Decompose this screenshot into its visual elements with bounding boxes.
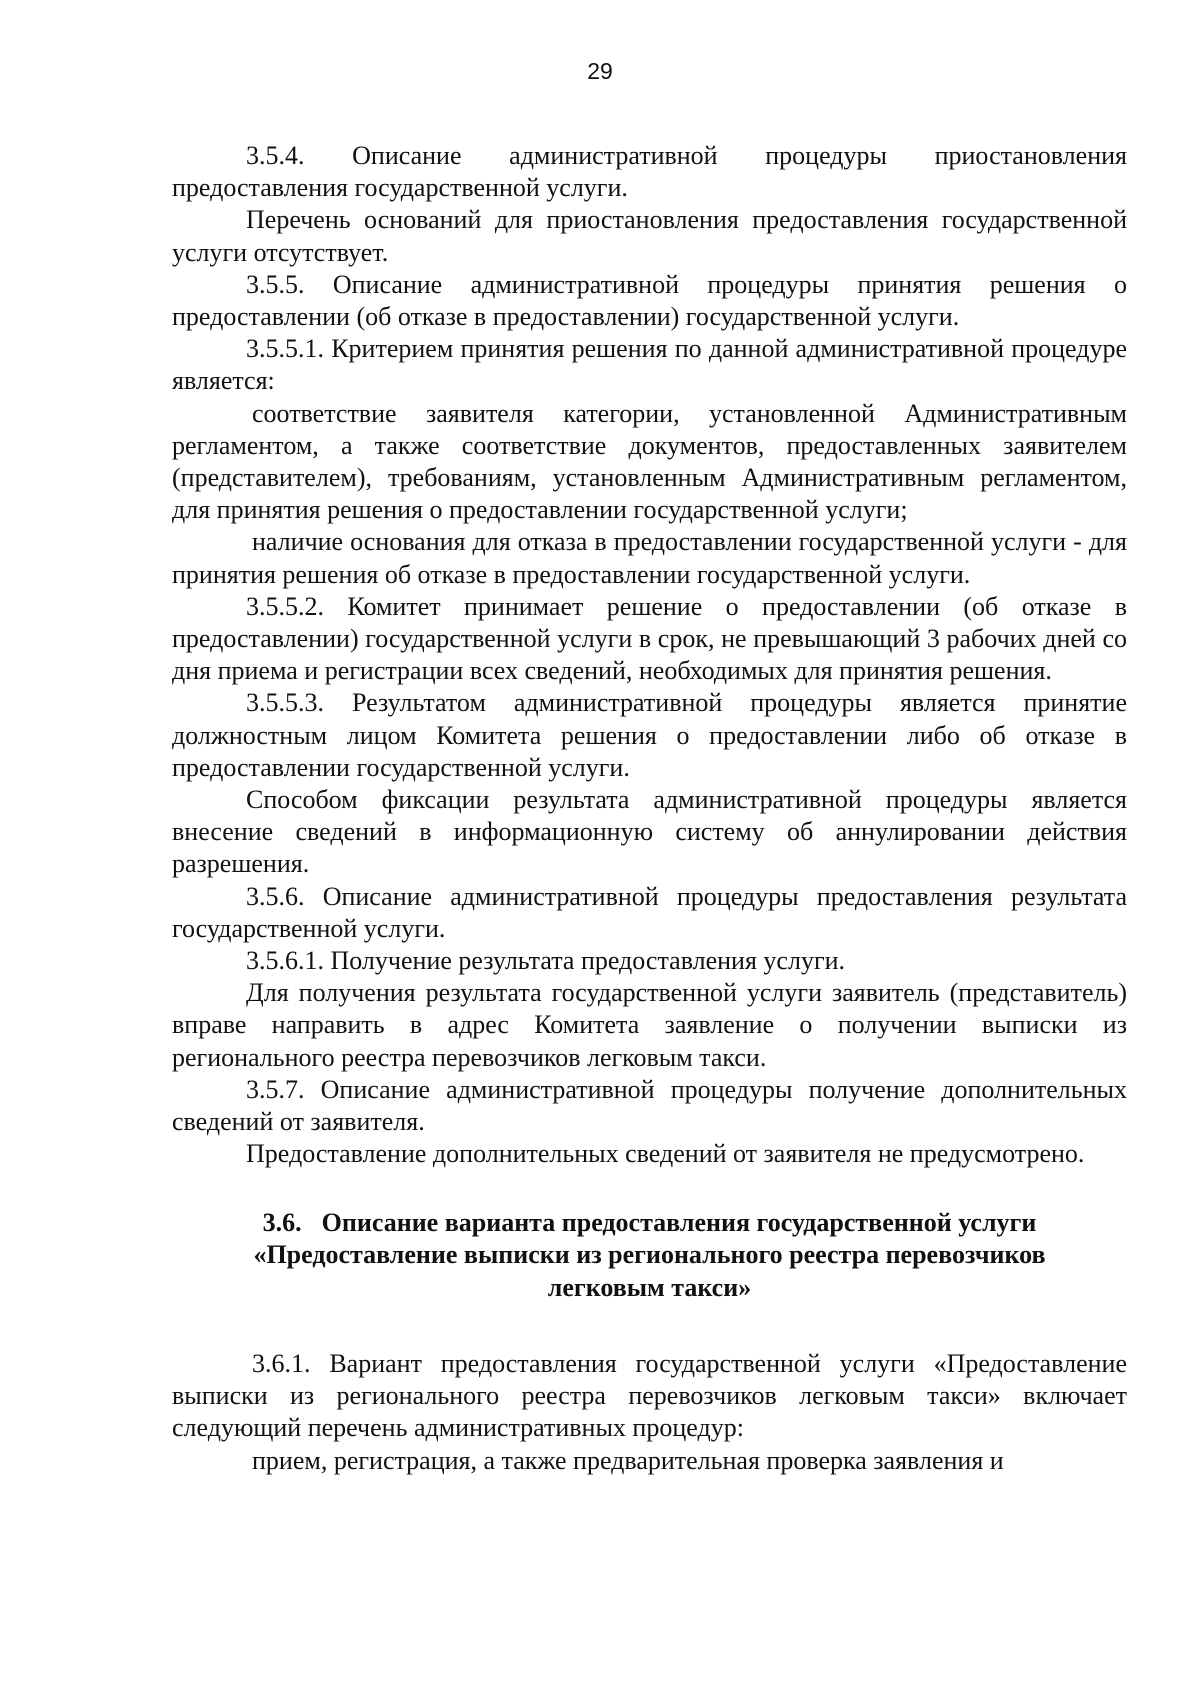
paragraph-3-6-1: 3.6.1. Вариант предоставления государственной услуги «Предоставление выписки из регионального реестра перевозчиков легковым такси» включает следующий перечень административных процедур:: [172, 1349, 1127, 1443]
paragraph-3-5-6: 3.5.6. Описание административной процедуры предоставления результата государственной услуги.: [172, 881, 1127, 943]
paragraph-suspension-grounds: Перечень оснований для приостановления предоставления государственной услуги отсутствует.: [172, 205, 1127, 267]
paragraph-3-5-6-1: 3.5.6.1. Получение результата предоставления услуги.: [246, 946, 846, 976]
paragraph-procedure-list-start: прием, регистрация, а также предварительная проверка заявления и: [252, 1445, 1004, 1475]
paragraph-3-5-7: 3.5.7. Описание административной процедуры получение дополнительных сведений от заявителя.: [172, 1074, 1127, 1137]
section-heading-number: 3.6.: [262, 1207, 302, 1237]
section-heading-text: Описание варианта предоставления государственной услуги «Предоставление выписки из регионального реестра перевозчиков легковым такси»: [253, 1207, 1046, 1302]
section-heading-3-6: [172, 1207, 1127, 1305]
paragraph-result-request: Для получения результата государственной услуги заявитель (представитель) вправе направить в адрес Комитета заявление о получении выписки из регионального реестра перевозчиков легковым такси.: [172, 978, 1127, 1072]
document-body: [172, 140, 1127, 1477]
paragraph-3-5-5-2: 3.5.5.2. Комитет принимает решение о предоставлении (об отказе в предоставлении) государственной услуги в срок, не превышающий 3 рабочих дней со дня приема и регистрации всех сведений, необходимых для принятия решения.: [172, 591, 1127, 686]
page-number: 29: [587, 58, 613, 84]
paragraph-criterion-refusal: наличие основания для отказа в предоставлении государственной услуги - для принятия решения об отказе в предоставлении государственной услуги.: [172, 527, 1127, 589]
paragraph-criterion-compliance: соответствие заявителя категории, установленной Административным регламентом, а также соответствие документов, предоставленных заявителем (представителем), требованиям, установленным Административным регламентом, для принятия решения о предоставлении государственной услуги;: [172, 398, 1127, 525]
paragraph-3-5-5-3: 3.5.5.3. Результатом административной процедуры является принятие должностным лицом Комитета решения о предоставлении либо об отказе в предоставлении государственной услуги.: [172, 688, 1127, 782]
paragraph-fixation-method: Способом фиксации результата административной процедуры является внесение сведений в информационную систему об аннулировании действия разрешения.: [172, 785, 1127, 879]
paragraph-3-5-5-1: 3.5.5.1. Критерием принятия решения по данной административной процедуре является:: [172, 334, 1127, 396]
paragraph-additional-info: Предоставление дополнительных сведений от заявителя не предусмотрено.: [246, 1139, 1085, 1169]
paragraph-3-5-4: 3.5.4. Описание административной процедуры приостановления предоставления государственной услуги.: [172, 141, 1127, 203]
paragraph-3-5-5: 3.5.5. Описание административной процедуры принятия решения о предоставлении (об отказе в предоставлении) государственной услуги.: [172, 269, 1127, 332]
